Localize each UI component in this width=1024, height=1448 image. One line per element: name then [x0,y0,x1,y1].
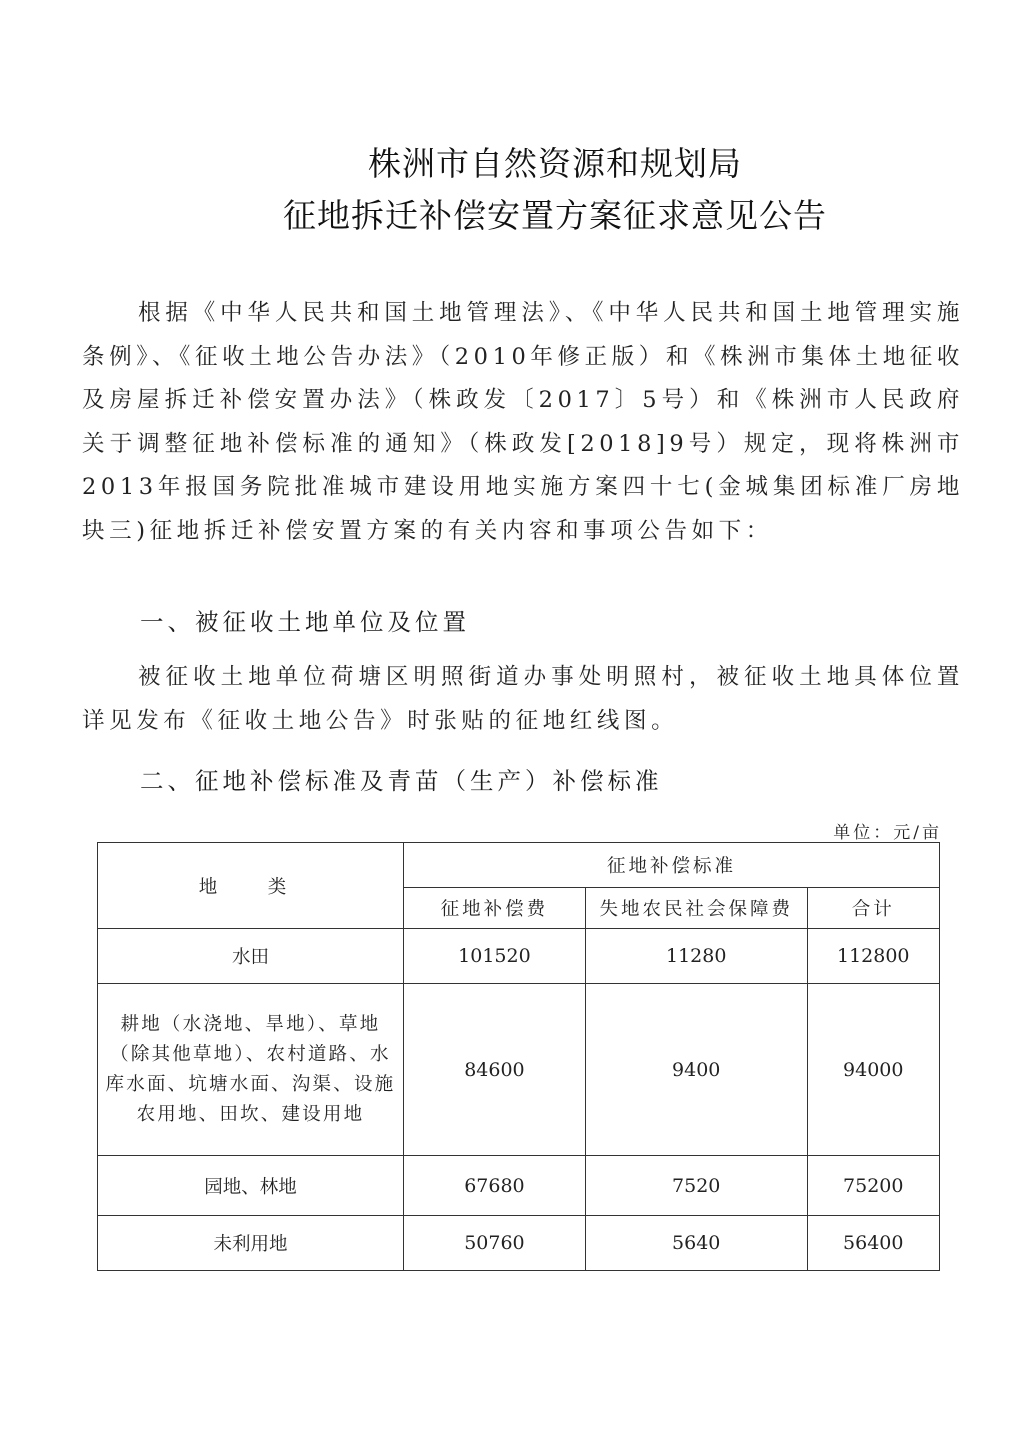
cell-category: 水田 [98,929,404,984]
header-total: 合计 [807,888,939,929]
header-category: 地 类 [98,843,404,929]
unit-note: 单位：元/亩 [833,823,942,843]
table-row [98,929,940,984]
cell-total: 112800 [807,929,939,984]
document-title-line2: 征地拆迁补偿安置方案征求意见公告 [283,196,827,235]
cell-compensation: 50760 [403,1216,585,1271]
cell-social-security: 9400 [585,984,807,1156]
cell-category: 耕地（水浇地、旱地）、草地（除其他草地）、农村道路、水库水面、坑塘水面、沟渠、设施农用地、田坎、建设用地 [98,984,404,1156]
table-row [98,1216,940,1271]
header-compensation: 征地补偿费 [403,888,585,929]
table-row [98,984,940,1156]
section2-heading: 二、征地补偿标准及青苗（生产）补偿标准 [140,767,663,795]
cell-total: 56400 [807,1216,939,1271]
table-row [98,1156,940,1216]
cell-category: 园地、林地 [98,1156,404,1216]
cell-compensation: 101520 [403,929,585,984]
cell-compensation: 67680 [403,1156,585,1216]
table-header-row [98,843,940,888]
cell-category: 未利用地 [98,1216,404,1271]
compensation-table [97,842,940,1271]
header-group: 征地补偿标准 [403,843,939,888]
cell-compensation: 84600 [403,984,585,1156]
header-social-security: 失地农民社会保障费 [585,888,807,929]
cell-social-security: 5640 [585,1216,807,1271]
cell-social-security: 7520 [585,1156,807,1216]
intro-paragraph: 根据《中华人民共和国土地管理法》、《中华人民共和国土地管理实施条例》、《征收土地公告办法》（2010年修正版）和《株洲市集体土地征收及房屋拆迁补偿安置办法》（株政发〔2017〕5号）和《株洲市人民政府关于调整征地补偿标准的通知》（株政发[2018]9号）规定，现将株洲市2013年报国务院批准城市建设用地实施方案四十七(金城集团标准厂房地块三)征地拆迁补偿安置方案的有关内容和事项公告如下： [82,300,965,544]
document-title-line1: 株洲市自然资源和规划局 [368,144,742,183]
cell-social-security: 11280 [585,929,807,984]
cell-total: 94000 [807,984,939,1156]
section1-heading: 一、被征收土地单位及位置 [140,608,470,636]
section1-paragraph: 被征收土地单位荷塘区明照街道办事处明照村，被征收土地具体位置详见发布《征收土地公告》时张贴的征地红线图。 [82,664,964,734]
cell-total: 75200 [807,1156,939,1216]
